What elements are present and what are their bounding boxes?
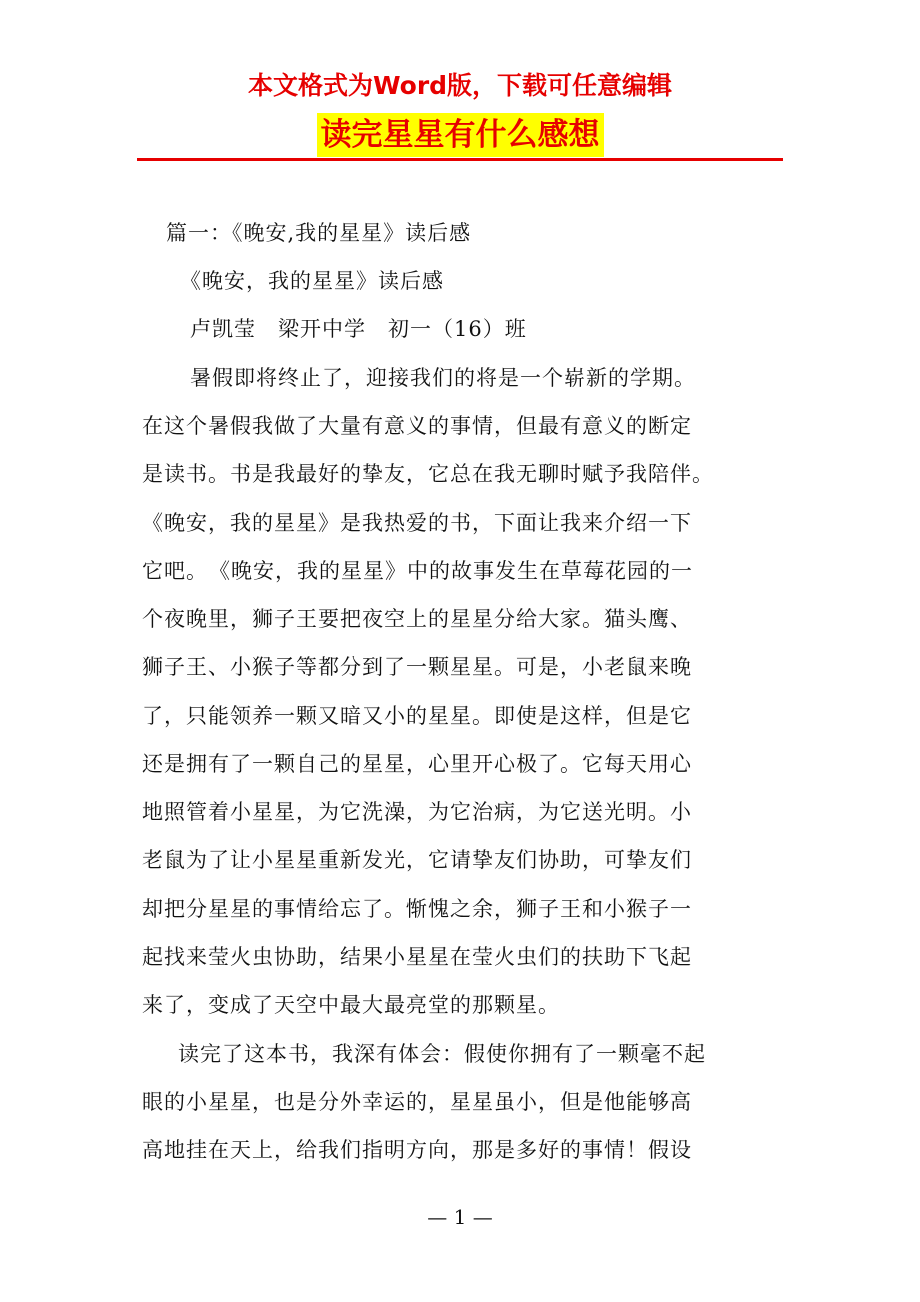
paragraph-line: 个夜晚里，狮子王要把夜空上的星星分给大家。猫头鹰、 — [142, 607, 692, 631]
title-container — [0, 113, 920, 157]
paragraph-line: 起找来莹火虫协助，结果小星星在莹火虫们的扶助下飞起 — [142, 945, 692, 969]
document-title: 读完星星有什么感想 — [317, 113, 604, 157]
header-divider — [137, 158, 783, 161]
paragraph-line: 老鼠为了让小星星重新发光，它请挚友们协助，可挚友们 — [142, 848, 692, 872]
section-heading: 篇一：《晚安,我的星星》读后感 — [166, 221, 472, 245]
paragraph-line: 了，只能领养一颗又暗又小的星星。即使是这样，但是它 — [142, 704, 692, 728]
paragraph-line: 《晚安，我的星星》是我热爱的书，下面让我来介绍一下 — [142, 511, 692, 535]
paragraph-line: 在这个暑假我做了大量有意义的事情，但最有意义的断定 — [142, 414, 692, 438]
paragraph-line: 高地挂在天上，给我们指明方向，那是多好的事情！假设 — [142, 1138, 692, 1162]
paragraph-line: 它吧。 《晚安，我的星星》中的故事发生在草莓花园的一 — [142, 559, 693, 583]
author-line: 卢凯莹 梁开中学 初一（16）班 — [190, 317, 527, 341]
essay-title: 《晚安，我的星星》读后感 — [180, 269, 444, 293]
paragraph-line: 是读书。书是我最好的挚友，它总在我无聊时赋予我陪伴。 — [142, 462, 714, 486]
paragraph-line: 却把分星星的事情给忘了。惭愧之余，狮子王和小猴子一 — [142, 897, 692, 921]
paragraph-line: 暑假即将终止了，迎接我们的将是一个崭新的学期。 — [190, 366, 696, 390]
paragraph-line: 地照管着小星星，为它洗澡，为它治病，为它送光明。小 — [142, 800, 692, 824]
paragraph-line: 狮子王、小猴子等都分到了一颗星星。可是，小老鼠来晚 — [142, 655, 692, 679]
paragraph-line: 来了，变成了天空中最大最亮堂的那颗星。 — [142, 993, 560, 1017]
paragraph-line: 眼的小星星，也是分外幸运的，星星虽小，但是他能够高 — [142, 1090, 692, 1114]
page-number: — 1 — — [427, 1205, 493, 1229]
paragraph-line: 读完了这本书，我深有体会：假使你拥有了一颗毫不起 — [178, 1042, 706, 1066]
paragraph-line: 还是拥有了一颗自己的星星，心里开心极了。它每天用心 — [142, 752, 692, 776]
download-banner: 本文格式为Word版，下载可任意编辑 — [247, 71, 673, 100]
